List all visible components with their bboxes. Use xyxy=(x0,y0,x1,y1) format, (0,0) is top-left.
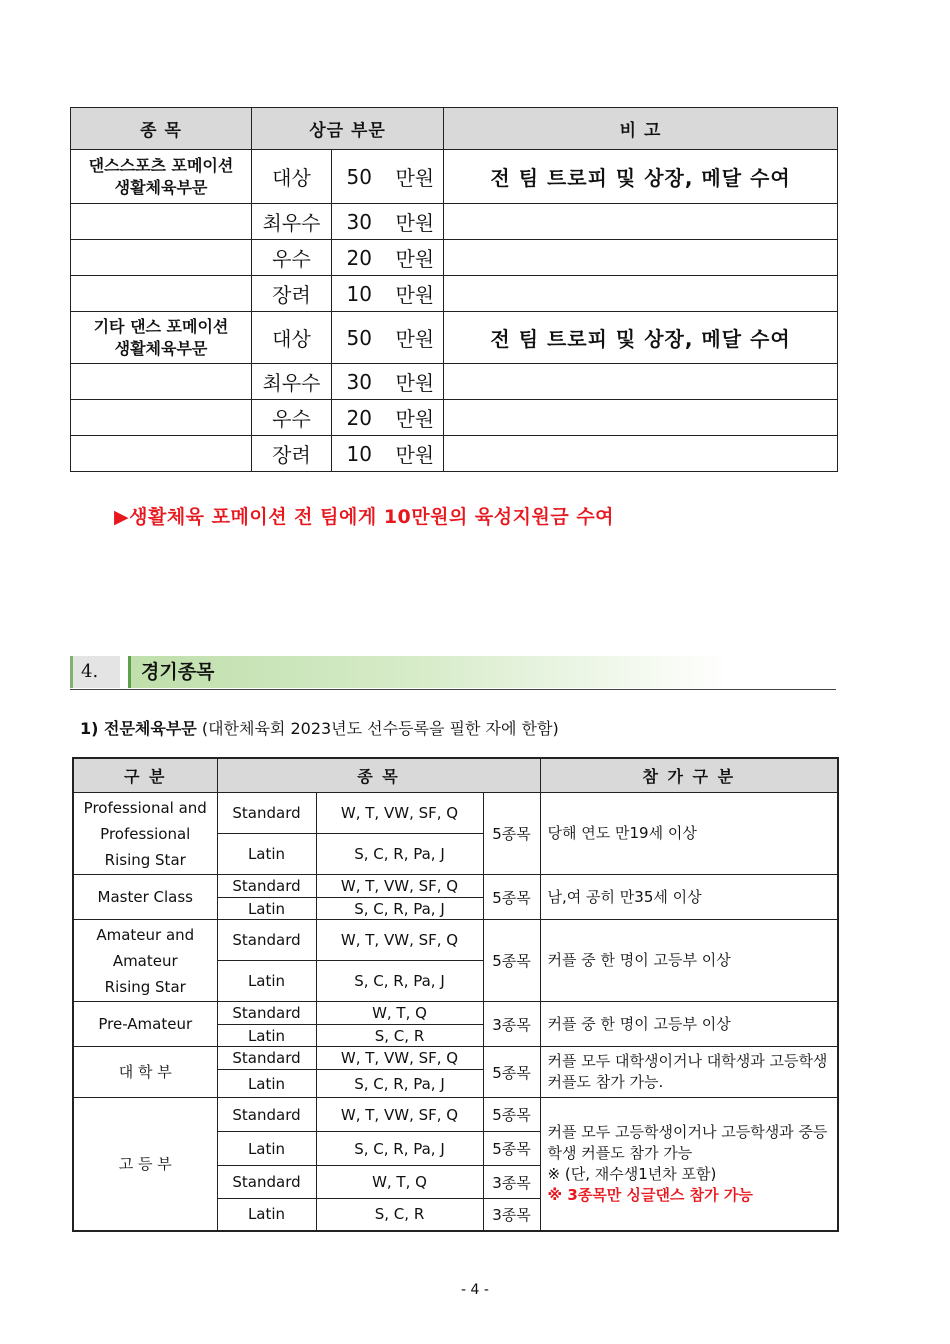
prize-category-cell xyxy=(71,364,252,400)
prize-remark xyxy=(444,364,838,400)
event-style: Standard xyxy=(217,1047,316,1070)
event-dances: S, C, R, Pa, J xyxy=(316,1070,483,1098)
prize-remark xyxy=(444,204,838,240)
prize-row xyxy=(71,400,838,436)
prize-amount: 10 xyxy=(332,436,387,472)
event-dances: S, C, R, Pa, J xyxy=(316,834,483,875)
header-events: 종 목 xyxy=(217,758,540,793)
event-style: Latin xyxy=(217,1132,316,1166)
prize-category-cell xyxy=(71,150,252,204)
page-number: - 4 - xyxy=(461,1282,489,1298)
event-style: Standard xyxy=(217,1098,316,1132)
section-title: 경기종목 xyxy=(128,656,836,688)
prize-rank: 최우수 xyxy=(252,364,332,400)
event-dances: W, T, Q xyxy=(316,1166,483,1199)
prize-remark xyxy=(444,400,838,436)
event-style: Standard xyxy=(217,1002,316,1025)
division-cell xyxy=(73,920,217,1002)
event-table xyxy=(72,757,839,1232)
event-row xyxy=(73,920,838,961)
prize-category-cell xyxy=(71,400,252,436)
division-line: Professional and xyxy=(83,798,207,817)
event-style: Latin xyxy=(217,1025,316,1047)
prize-amount: 50 xyxy=(332,312,387,364)
prize-amount: 10 xyxy=(332,276,387,312)
event-header-row xyxy=(73,758,838,793)
event-style: Latin xyxy=(217,1199,316,1231)
division-line: Rising Star xyxy=(104,977,186,996)
prize-remark xyxy=(444,240,838,276)
prize-rank: 대상 xyxy=(252,312,332,364)
division-line: Professional xyxy=(100,824,191,843)
eligibility-note-red: ※ 3종목만 싱글댄스 참가 가능 xyxy=(547,1185,753,1204)
event-count: 3종목 xyxy=(483,1002,540,1047)
prize-unit: 만원 xyxy=(387,240,444,276)
header-category: 종 목 xyxy=(71,108,252,150)
prize-category-cell xyxy=(71,204,252,240)
event-style: Latin xyxy=(217,834,316,875)
prize-unit: 만원 xyxy=(387,400,444,436)
event-count: 5종목 xyxy=(483,1098,540,1132)
prize-remark xyxy=(444,436,838,472)
prize-category-cell xyxy=(71,312,252,364)
prize-row xyxy=(71,150,838,204)
prize-remark: 전 팀 트로피 및 상장, 메달 수여 xyxy=(444,150,838,204)
prize-unit: 만원 xyxy=(387,276,444,312)
prize-unit: 만원 xyxy=(387,204,444,240)
event-dances: S, C, R, Pa, J xyxy=(316,961,483,1002)
event-style: Standard xyxy=(217,1166,316,1199)
prize-header-row xyxy=(71,108,838,150)
division-line: 대 학 부 xyxy=(118,1063,172,1081)
eligibility-cell: 커플 모두 대학생이거나 대학생과 고등학생 커플도 참가 가능. xyxy=(540,1047,838,1098)
prize-row xyxy=(71,436,838,472)
event-dances: W, T, Q xyxy=(316,1002,483,1025)
prize-amount: 30 xyxy=(332,204,387,240)
division-line: Master Class xyxy=(97,888,193,906)
prize-category-cell xyxy=(71,436,252,472)
eligibility-cell: 당해 연도 만19세 이상 xyxy=(540,793,838,875)
support-notice: ▶생활체육 포메이션 전 팀에게 10만원의 육성지원금 수여 xyxy=(114,506,615,528)
event-dances: S, C, R xyxy=(316,1199,483,1231)
prize-row xyxy=(71,204,838,240)
prize-unit: 만원 xyxy=(387,364,444,400)
event-style: Latin xyxy=(217,1070,316,1098)
header-division: 구 분 xyxy=(73,758,217,793)
event-count: 5종목 xyxy=(483,1047,540,1098)
division-line: Pre-Amateur xyxy=(98,1015,193,1033)
prize-amount: 20 xyxy=(332,240,387,276)
eligibility-cell: 남,여 공히 만35세 이상 xyxy=(540,875,838,920)
subsection-note: (대한체육회 2023년도 선수등록을 필한 자에 한함) xyxy=(196,719,559,738)
event-count: 3종목 xyxy=(483,1199,540,1231)
division-line: Amateur xyxy=(112,951,178,970)
event-count: 5종목 xyxy=(483,920,540,1002)
event-dances: S, C, R, Pa, J xyxy=(316,1132,483,1166)
event-dances: W, T, VW, SF, Q xyxy=(316,1098,483,1132)
prize-body xyxy=(71,150,838,472)
event-row xyxy=(73,1047,838,1070)
category-name-line: 기타 댄스 포메이션 xyxy=(93,316,229,336)
category-name-line: 댄스스포츠 포메이션 xyxy=(88,155,234,175)
prize-row xyxy=(71,240,838,276)
eligibility-line: 커플 모두 고등학생이거나 고등학생과 중등 xyxy=(547,1122,828,1141)
prize-remark xyxy=(444,276,838,312)
prize-unit: 만원 xyxy=(387,150,444,204)
prize-unit: 만원 xyxy=(387,312,444,364)
event-row xyxy=(73,1002,838,1025)
eligibility-line: ※ (단, 재수생1년차 포함) xyxy=(547,1164,717,1183)
event-dances: S, C, R, Pa, J xyxy=(316,898,483,920)
event-count: 5종목 xyxy=(483,793,540,875)
event-row xyxy=(73,1098,838,1132)
prize-rank: 장려 xyxy=(252,276,332,312)
category-name-line: 생활체육부문 xyxy=(114,177,208,197)
event-body xyxy=(73,793,838,1231)
event-style: Standard xyxy=(217,920,316,961)
section-underline xyxy=(70,689,836,690)
header-remark: 비 고 xyxy=(444,108,838,150)
division-cell: 고 등 부 xyxy=(73,1098,217,1231)
category-name-line: 생활체육부문 xyxy=(114,338,208,358)
event-count: 3종목 xyxy=(483,1166,540,1199)
prize-rank: 우수 xyxy=(252,240,332,276)
header-prize: 상금 부문 xyxy=(252,108,444,150)
eligibility-cell xyxy=(540,1098,838,1231)
event-style: Latin xyxy=(217,898,316,920)
section-heading xyxy=(70,656,836,690)
prize-rank: 대상 xyxy=(252,150,332,204)
event-style: Standard xyxy=(217,875,316,898)
prize-amount: 50 xyxy=(332,150,387,204)
event-style: Standard xyxy=(217,793,316,834)
prize-amount: 30 xyxy=(332,364,387,400)
event-style: Latin xyxy=(217,961,316,1002)
event-dances: W, T, VW, SF, Q xyxy=(316,875,483,898)
division-cell xyxy=(73,1047,217,1098)
section-number: 4. xyxy=(70,656,120,688)
division-cell xyxy=(73,793,217,875)
eligibility-cell: 커플 중 한 명이 고등부 이상 xyxy=(540,920,838,1002)
prize-amount: 20 xyxy=(332,400,387,436)
subsection-heading xyxy=(80,716,559,739)
division-cell xyxy=(73,875,217,920)
prize-rank: 최우수 xyxy=(252,204,332,240)
event-dances: S, C, R xyxy=(316,1025,483,1047)
prize-table xyxy=(70,107,838,472)
subsection-label: 1) 전문체육부문 xyxy=(80,719,197,738)
prize-remark: 전 팀 트로피 및 상장, 메달 수여 xyxy=(444,312,838,364)
prize-rank: 장려 xyxy=(252,436,332,472)
division-line: Rising Star xyxy=(104,850,186,869)
division-line: Amateur and xyxy=(96,925,195,944)
prize-rank: 우수 xyxy=(252,400,332,436)
header-eligibility: 참 가 구 분 xyxy=(540,758,838,793)
eligibility-cell: 커플 중 한 명이 고등부 이상 xyxy=(540,1002,838,1047)
event-dances: W, T, VW, SF, Q xyxy=(316,1047,483,1070)
prize-row xyxy=(71,364,838,400)
event-row xyxy=(73,793,838,834)
prize-unit: 만원 xyxy=(387,436,444,472)
event-row xyxy=(73,875,838,898)
prize-category-cell xyxy=(71,240,252,276)
prize-row xyxy=(71,312,838,364)
eligibility-line: 학생 커플도 참가 가능 xyxy=(547,1143,693,1162)
prize-category-cell xyxy=(71,276,252,312)
division-cell xyxy=(73,1002,217,1047)
prize-row xyxy=(71,276,838,312)
event-dances: W, T, VW, SF, Q xyxy=(316,920,483,961)
event-dances: W, T, VW, SF, Q xyxy=(316,793,483,834)
event-count: 5종목 xyxy=(483,1132,540,1166)
event-count: 5종목 xyxy=(483,875,540,920)
